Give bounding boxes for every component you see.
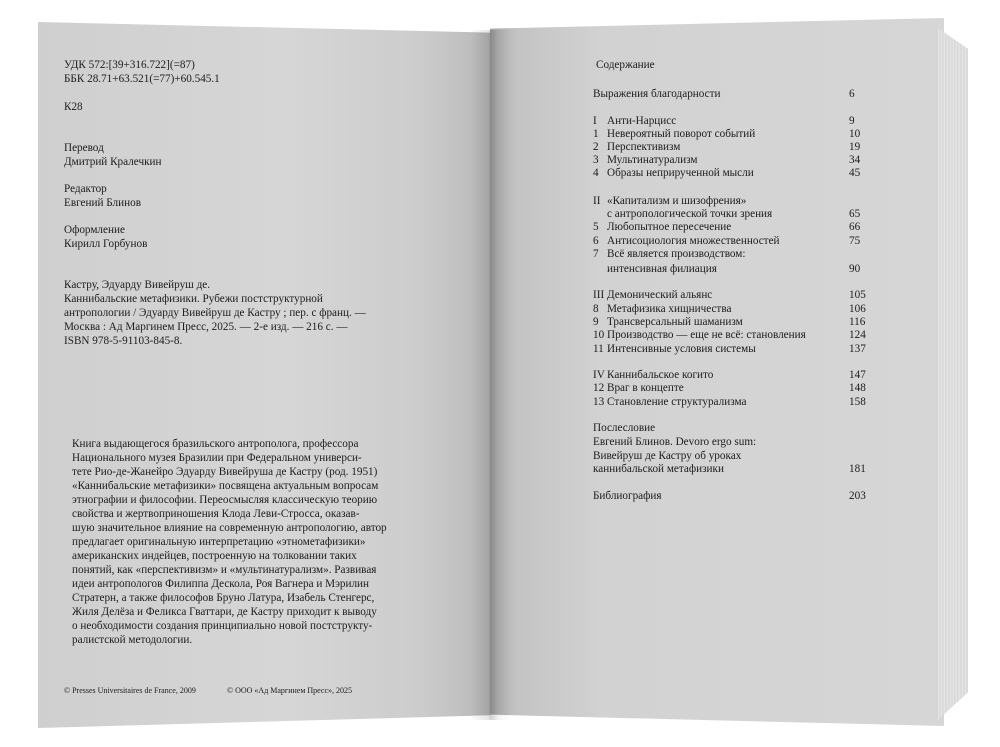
- toc-entry-number: 13: [593, 396, 605, 408]
- toc-entry: [0, 421, 1000, 435]
- toc-entry-number: 8: [593, 303, 599, 315]
- toc-entry-title: Интенсивные условия системы: [607, 343, 756, 355]
- toc-entry-number: II: [593, 195, 601, 207]
- toc-entry: [0, 220, 1000, 234]
- toc-entry-number: 1: [593, 128, 599, 140]
- toc-entry-number: 6: [593, 235, 599, 247]
- toc-entry-title: Мультинатурализм: [607, 154, 698, 166]
- toc-entry-title: каннибальской метафизики: [593, 463, 724, 475]
- toc-entry: [0, 381, 1000, 395]
- annotation-line: о необходимости создания принципиально новой постструкту-: [72, 620, 373, 632]
- toc-entry: [0, 247, 1000, 261]
- toc-entry-title: Демонический альянс: [607, 289, 713, 301]
- toc-entry: [0, 489, 1000, 503]
- toc-entry-page: 158: [849, 396, 866, 408]
- toc-entry: [0, 328, 1000, 342]
- toc-entry: [0, 207, 1000, 221]
- editor-name: Евгений Блинов: [64, 197, 141, 209]
- toc-entry-page: 116: [849, 316, 866, 328]
- toc-entry-title: Метафизика хищничества: [607, 303, 732, 315]
- toc-entry: [0, 462, 1000, 476]
- toc-entry: [0, 315, 1000, 329]
- author-mark: К28: [64, 101, 83, 113]
- toc-entry-title: Перспективизм: [607, 141, 681, 153]
- toc-entry: [0, 114, 1000, 128]
- toc-entry-title: Трансверсальный шаманизм: [607, 316, 743, 328]
- toc-entry-page: 90: [849, 263, 861, 275]
- annotation-line: тете Рио-де-Жанейро Эдуарду Вивейруша де Кастру (род. 1951): [72, 466, 378, 478]
- toc-entry-title: «Капитализм и шизофрения»: [607, 195, 747, 207]
- annotation-line: Стратерн, а также философов Бруно Латура, Изабель Стенгерс,: [72, 592, 375, 604]
- toc-entry-page: 106: [849, 303, 866, 315]
- toc-entry-title: с антропологической точки зрения: [607, 208, 773, 220]
- toc-entry: [0, 449, 1000, 463]
- annotation-line: свойства и жертвоприношения Клода Леви-Стросса, оказав-: [72, 508, 360, 520]
- toc-entry-number: 7: [593, 248, 599, 260]
- toc-entry-page: 34: [849, 154, 861, 166]
- toc-entry-number: I: [593, 115, 597, 127]
- toc-entry-title: Враг в концепте: [607, 382, 684, 394]
- toc-entry: [0, 87, 1000, 101]
- copyright-puf: © Presses Universitaires de France, 2009: [64, 686, 196, 695]
- toc-entry-title: Становление структурализма: [607, 396, 747, 408]
- toc-entry: [0, 234, 1000, 248]
- annotation-line: этнографии и философии. Переосмысляя классическую теорию: [72, 494, 378, 506]
- toc-entry: [0, 368, 1000, 382]
- toc-entry-title: Библиография: [593, 490, 662, 502]
- design-label: Оформление: [64, 224, 125, 236]
- annotation-line: «Каннибальские метафизики» посвящена актуальным вопросам: [72, 480, 379, 492]
- toc-entry: [0, 140, 1000, 154]
- annotation-line: идеи антропологов Филиппа Дескола, Роя Вагнера и Мэрилин: [72, 578, 370, 590]
- toc-entry-title: Анти-Нарцисс: [607, 115, 677, 127]
- toc-entry-title: интенсивная филиация: [607, 263, 717, 275]
- editor-label: Редактор: [64, 183, 107, 195]
- toc-entry-page: 66: [849, 221, 861, 233]
- toc-entry-number: 4: [593, 167, 599, 179]
- toc-entry: [0, 395, 1000, 409]
- toc-entry-title: Всё является производством:: [607, 248, 746, 260]
- annotation-line: ралистской методологии.: [72, 634, 193, 646]
- toc-entry-title: Любопытное пересечение: [607, 221, 732, 233]
- toc-entry-page: 45: [849, 167, 861, 179]
- toc-entry-page: 65: [849, 208, 861, 220]
- toc-entry: [0, 288, 1000, 302]
- toc-entry-number: 9: [593, 316, 599, 328]
- toc-entry-page: 148: [849, 382, 866, 394]
- toc-entry-number: 2: [593, 141, 599, 153]
- toc-entry-page: 203: [849, 490, 866, 502]
- toc-entry-page: 147: [849, 369, 866, 381]
- annotation-line: американских индейцев, построенную на толковании таких: [72, 550, 357, 562]
- toc-entry-title: Вивейруш де Кастру об уроках: [593, 450, 742, 462]
- catalog-line: Москва : Ад Маргинем Пресс, 2025. — 2-е изд. — 216 с. —: [64, 321, 348, 333]
- catalog-line: антропологии / Эдуарду Вивейруш де Кастру ; пер. с франц. —: [64, 307, 366, 319]
- catalog-line: ISBN 978-5-91103-845-8.: [64, 335, 183, 347]
- annotation-line: Жиля Делёза и Феликса Гваттари, де Кастру приходит к выводу: [72, 606, 377, 618]
- toc-entry: [0, 262, 1000, 276]
- toc-entry-number: 3: [593, 154, 599, 166]
- toc-entry-title: Невероятный поворот событий: [607, 128, 756, 140]
- toc-entry-title: Евгений Блинов. Devoro ergo sum:: [593, 436, 757, 448]
- toc-entry-page: 124: [849, 329, 866, 341]
- toc-entry: [0, 342, 1000, 356]
- toc-entry: [0, 435, 1000, 449]
- toc-entry: [0, 194, 1000, 208]
- toc-entry-title: Производство — еще не всё: становления: [607, 329, 806, 341]
- toc-entry-page: 137: [849, 343, 866, 355]
- annotation-line: предлагает оригинальную интерпретацию «этнометафизики»: [72, 536, 366, 548]
- toc-entry-page: 19: [849, 141, 861, 153]
- toc-entry-title: Послесловие: [593, 422, 656, 434]
- udk-code: УДК 572:[39+316.722](=87): [64, 59, 195, 71]
- copyright-publisher: © ООО «Ад Маргинем Пресс», 2025: [227, 686, 353, 695]
- translator-name: Дмитрий Кралечкин: [64, 156, 162, 168]
- toc-entry-number: 11: [593, 343, 604, 355]
- annotation-line: Книга выдающегося бразильского антрополога, профессора: [72, 438, 359, 450]
- toc-entry: [0, 302, 1000, 316]
- toc-title: Содержание: [596, 59, 655, 71]
- toc-entry-page: 181: [849, 463, 866, 475]
- toc-entry-page: 105: [849, 289, 866, 301]
- toc-entry: [0, 153, 1000, 167]
- toc-entry-title: Антисоциология множественностей: [607, 235, 780, 247]
- toc-entry: [0, 166, 1000, 180]
- toc-entry-number: III: [593, 289, 605, 301]
- designer-name: Кирилл Горбунов: [64, 238, 148, 250]
- catalog-line: Кастру, Эдуарду Вивейруш де.: [64, 279, 211, 291]
- toc-entry-page: 10: [849, 128, 861, 140]
- toc-entry-number: IV: [593, 369, 605, 381]
- toc-entry-number: 10: [593, 329, 605, 341]
- toc-entry-page: 9: [849, 115, 855, 127]
- annotation-line: шую значительное влияние на современную антропологию, автор: [72, 522, 387, 534]
- toc-entry-number: 12: [593, 382, 605, 394]
- bbk-code: ББК 28.71+63.521(=77)+60.545.1: [64, 73, 220, 85]
- translation-label: Перевод: [64, 142, 104, 154]
- toc-entry-title: Каннибальское когито: [607, 369, 714, 381]
- toc-entry-title: Выражения благодарности: [593, 88, 721, 100]
- toc-entry-page: 6: [849, 88, 855, 100]
- toc-entry-page: 75: [849, 235, 861, 247]
- catalog-line: Каннибальские метафизики. Рубежи постструктурной: [64, 293, 323, 305]
- toc-entry: [0, 127, 1000, 141]
- toc-entry-title: Образы неприрученной мысли: [607, 167, 754, 179]
- annotation-line: Национального музея Бразилии при Федеральном универси-: [72, 452, 362, 464]
- annotation-line: понятий, как «перспективизм» и «мультинатурализм». Развивая: [72, 564, 377, 576]
- toc-entry-number: 5: [593, 221, 599, 233]
